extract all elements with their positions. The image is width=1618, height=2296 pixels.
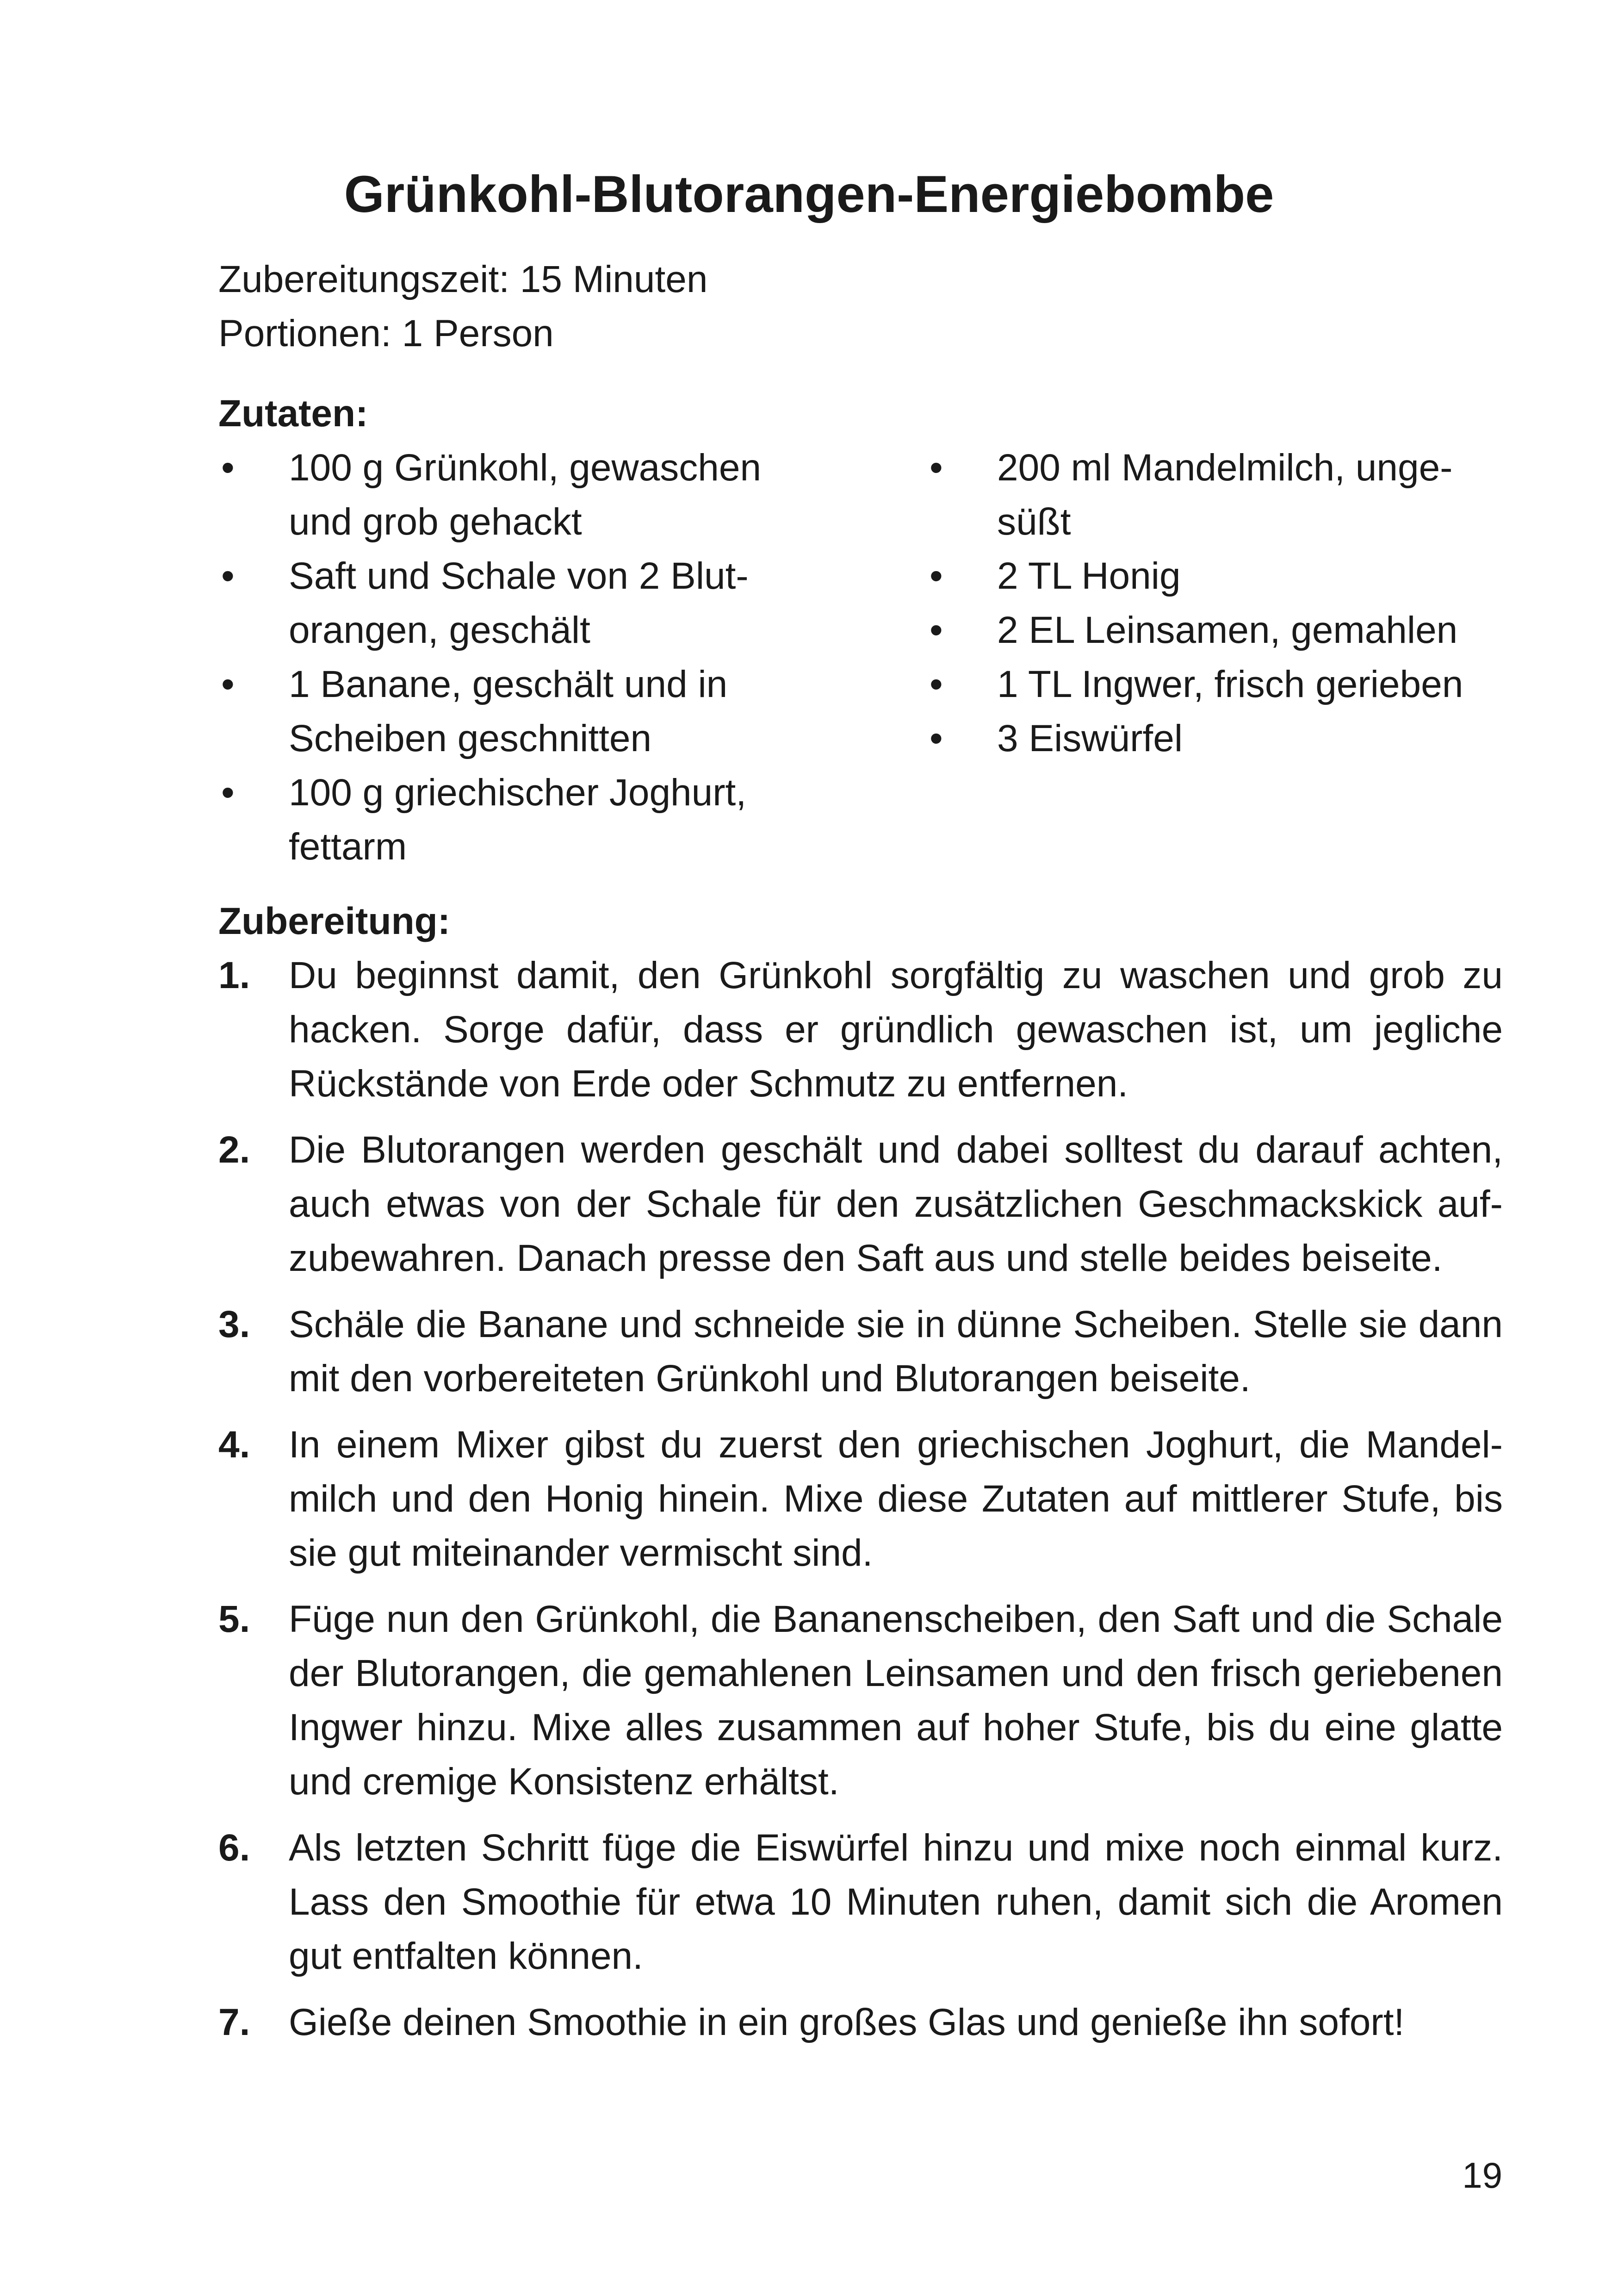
step-item [218, 1821, 1503, 1983]
bullet-icon: • [221, 447, 235, 489]
servings: Portionen: 1 Person [218, 312, 554, 355]
preparation-steps [218, 948, 1503, 2061]
ingredient-item: • 1 TL Ingwer, frisch gerieben [927, 657, 1528, 711]
ingredients-list-right [927, 441, 1528, 765]
step-item [218, 1123, 1503, 1285]
step-item [218, 1297, 1503, 1406]
step-item [218, 1592, 1503, 1809]
ingredient-item: • 200 ml Mandelmilch, unge- süßt [927, 441, 1528, 549]
ingredient-item: • 2 TL Honig [927, 549, 1528, 603]
step-item [218, 1995, 1503, 2049]
step-text: Füge nun den Grünkohl, die Bananenscheiben, den Saft und die Schale der Blutorangen, die gemahlenen Leinsamen und den frisch geriebenen Ingwer hinzu. Mixe alles zusammen auf hoher Stufe, bis du eine glatte und cremige Konsistenz erhältst. [289, 1598, 1503, 1803]
bullet-icon: • [221, 663, 235, 705]
ingredient-item: • 100 g Grünkohl, gewaschen und grob gehackt [218, 441, 820, 549]
recipe-title: Grünkohl-Blutorangen-Energiebombe [344, 165, 1274, 223]
step-number: 7. [218, 2001, 250, 2043]
ingredients-list-left [218, 441, 820, 874]
step-item [218, 1418, 1503, 1580]
bullet-icon: • [221, 555, 235, 597]
recipe-meta [218, 252, 708, 361]
ingredient-item: • 2 EL Leinsamen, gemahlen [927, 603, 1528, 657]
bullet-icon: • [221, 772, 235, 814]
step-number: 3. [218, 1303, 250, 1345]
prep-time: Zubereitungszeit: 15 Minuten [218, 258, 708, 300]
step-text: In einem Mixer gibst du zuerst den griechischen Joghurt, die Mandel- milch und den Honig hinein. Mixe diese Zutaten auf mittlerer Stufe, bis sie gut miteinander vermischt sind. [289, 1424, 1503, 1574]
ingredient-item: • 3 Eiswürfel [927, 711, 1528, 765]
page-number: 19 [1462, 2155, 1502, 2196]
bullet-icon: • [930, 609, 943, 651]
bullet-icon: • [930, 447, 943, 489]
step-text: Die Blutorangen werden geschält und dabei solltest du darauf achten, auch etwas von der Schale für den zusätzlichen Geschmackskick auf- zubewahren. Danach presse den Saft aus und stelle beides beiseite. [289, 1129, 1503, 1279]
ingredient-item: • Saft und Schale von 2 Blut- orangen, geschält [218, 549, 820, 657]
step-text: Als letzten Schritt füge die Eiswürfel hinzu und mixe noch einmal kurz. Lass den Smoothie für etwa 10 Minuten ruhen, damit sich die Aromen gut entfalten können. [289, 1827, 1503, 1977]
step-text: Du beginnst damit, den Grünkohl sorgfältig zu waschen und grob zu hacken. Sorge dafür, dass er gründlich gewaschen ist, um jegliche Rückstände von Erde oder Schmutz zu entfernen. [289, 954, 1503, 1105]
bullet-icon: • [930, 663, 943, 705]
step-number: 6. [218, 1827, 250, 1869]
ingredients-heading: Zutaten: [218, 392, 368, 435]
ingredient-item: • 100 g griechischer Joghurt, fettarm [218, 765, 820, 874]
step-text: Gieße deinen Smoothie in ein großes Glas und genieße ihn sofort! [289, 2001, 1405, 2043]
bullet-icon: • [930, 717, 943, 759]
step-number: 1. [218, 954, 250, 996]
step-item [218, 948, 1503, 1111]
bullet-icon: • [930, 555, 943, 597]
ingredient-item: • 1 Banane, geschält und in Scheiben geschnitten [218, 657, 820, 765]
step-number: 2. [218, 1129, 250, 1171]
step-number: 4. [218, 1424, 250, 1466]
step-text: Schäle die Banane und schneide sie in dünne Scheiben. Stelle sie dann mit den vorbereiteten Grünkohl und Blutorangen beiseite. [289, 1303, 1503, 1400]
preparation-heading: Zubereitung: [218, 900, 451, 942]
step-number: 5. [218, 1598, 250, 1640]
